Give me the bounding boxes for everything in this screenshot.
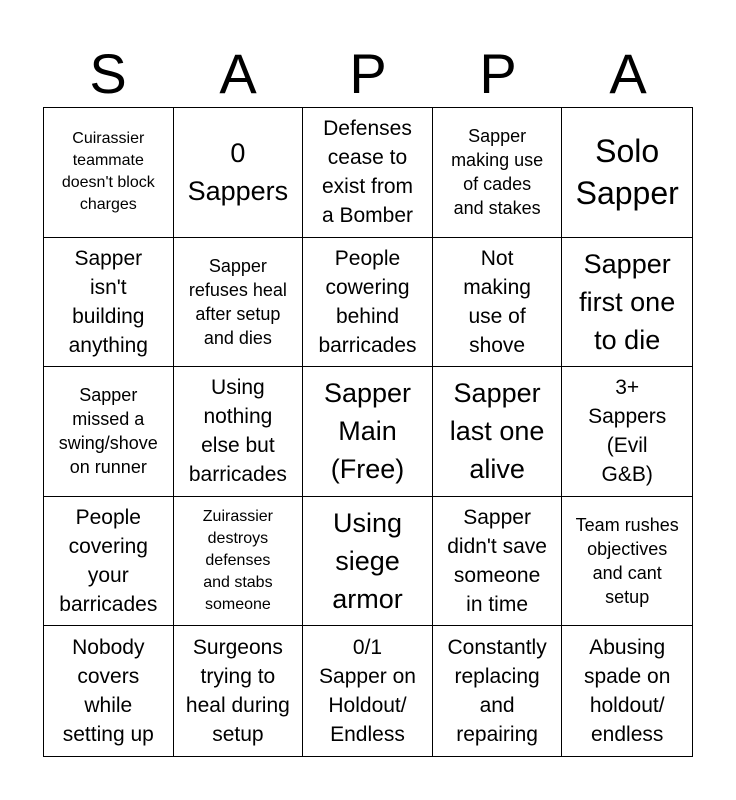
bingo-cell-r2c4[interactable]: [433, 238, 563, 368]
bingo-board: [43, 107, 693, 757]
bingo-cell-text: Defenses cease to exist from a Bomber: [321, 117, 414, 228]
bingo-cell-text: Sapper isn't building anything: [68, 246, 148, 357]
bingo-cell-text: Sapper didn't save someone in time: [447, 506, 547, 617]
bingo-cell-text: People cowering behind barricades: [318, 246, 417, 357]
bingo-cell-r3c2[interactable]: [174, 367, 304, 497]
bingo-cell-r4c5[interactable]: [562, 497, 692, 627]
header-letter-3: P: [349, 42, 387, 105]
bingo-cell-text: Solo Sapper: [575, 133, 679, 212]
bingo-cell-text: Sapper refuses heal after setup and dies: [188, 255, 287, 348]
bingo-cell-r1c2[interactable]: [174, 108, 304, 238]
bingo-cell-r4c3[interactable]: [303, 497, 433, 627]
bingo-cell-r3c1[interactable]: [44, 367, 174, 497]
bingo-cell-r1c3[interactable]: [303, 108, 433, 238]
bingo-cell-text: Sapper Main (Free): [323, 378, 412, 485]
bingo-cell-r4c1[interactable]: [44, 497, 174, 627]
bingo-cell-text: Team rushes objectives and cant setup: [575, 515, 679, 608]
bingo-cell-r2c3[interactable]: [303, 238, 433, 368]
bingo-cell-r5c4[interactable]: [433, 626, 563, 756]
bingo-cell-text: Zuirassier destroys defenses and stabs someone: [202, 508, 273, 614]
bingo-cell-r4c2[interactable]: [174, 497, 304, 627]
bingo-header: [43, 40, 693, 108]
bingo-cell-r5c5[interactable]: [562, 626, 692, 756]
bingo-cell-text: 3+ Sappers (Evil G&B): [588, 376, 667, 487]
bingo-cell-r1c4[interactable]: [433, 108, 563, 238]
bingo-cell-text: 0/1 Sapper on Holdout/ Endless: [319, 636, 416, 747]
bingo-cell-r5c3[interactable]: [303, 626, 433, 756]
bingo-cell-r3c5[interactable]: [562, 367, 692, 497]
bingo-cell-r3c4[interactable]: [433, 367, 563, 497]
bingo-cell-r1c5[interactable]: [562, 108, 692, 238]
bingo-cell-text: Abusing spade on holdout/ endless: [583, 636, 671, 747]
header-letter-2: A: [219, 42, 257, 105]
bingo-cell-text: Not making use of shove: [463, 246, 531, 357]
bingo-cell-text: 0 Sappers: [187, 138, 289, 207]
bingo-cell-text: Surgeons trying to heal during setup: [185, 636, 290, 747]
bingo-cell-text: Sapper first one to die: [579, 248, 676, 355]
header-letter-5: A: [609, 42, 647, 105]
bingo-cell-r4c4[interactable]: [433, 497, 563, 627]
bingo-cell-text: Using siege armor: [332, 508, 403, 615]
bingo-cell-text: Using nothing else but barricades: [188, 376, 287, 487]
bingo-cell-r2c1[interactable]: [44, 238, 174, 368]
bingo-cell-text: Sapper making use of cades and stakes: [451, 126, 544, 219]
header-letter-1: S: [89, 42, 127, 105]
bingo-cell-r3c3[interactable]: [303, 367, 433, 497]
bingo-cell-text: Nobody covers while setting up: [62, 636, 154, 747]
bingo-cell-text: Cuirassier teammate doesn't block charges: [61, 130, 155, 214]
bingo-cell-r5c1[interactable]: [44, 626, 174, 756]
bingo-cell-text: People covering your barricades: [59, 506, 158, 617]
bingo-cell-text: Sapper missed a swing/shove on runner: [58, 385, 158, 478]
bingo-cell-r5c2[interactable]: [174, 626, 304, 756]
header-letter-4: P: [479, 42, 517, 105]
bingo-cell-r1c1[interactable]: [44, 108, 174, 238]
bingo-cell-text: Sapper last one alive: [449, 378, 545, 485]
bingo-cell-text: Constantly replacing and repairing: [447, 636, 547, 747]
bingo-cell-r2c2[interactable]: [174, 238, 304, 368]
bingo-cell-r2c5[interactable]: [562, 238, 692, 368]
